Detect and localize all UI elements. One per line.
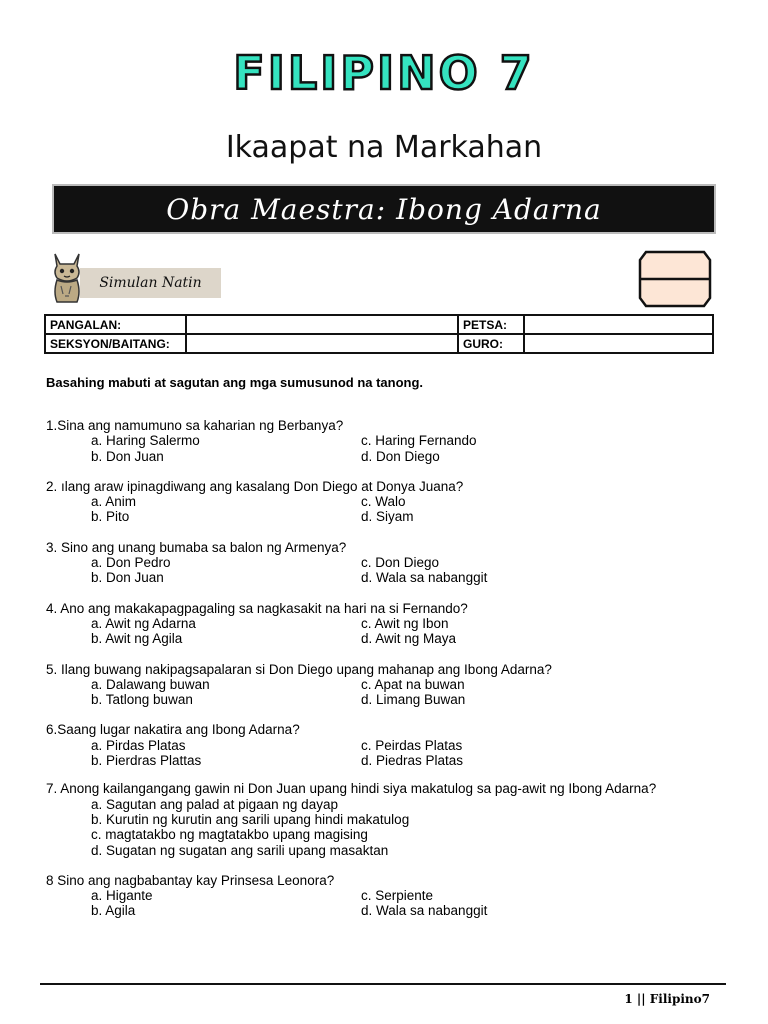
instructions: Basahing mabuti at sagutan ang mga sumusunod na tanong.	[46, 375, 424, 390]
student-info-table	[44, 314, 714, 354]
question-item	[46, 781, 726, 857]
question-item	[46, 873, 726, 919]
option: b. Awit ng Agila	[91, 631, 183, 647]
option: d. Sugatan ng sugatan ang sarili upang masaktan	[91, 842, 389, 858]
option: b. Don Juan	[91, 448, 164, 464]
teacher-label: GURO:	[458, 334, 524, 353]
option: d. Awit ng Maya	[361, 631, 457, 647]
topic-banner	[52, 184, 716, 234]
option: d. Limang Buwan	[361, 692, 466, 708]
question-text: 7. Anong kailangangang gawin ni Don Juan upang hindi siya makatulog sa pag-awit ng Ibong Adarna?	[46, 781, 657, 797]
page-footer: 1 || Filipino7	[624, 992, 710, 1006]
page-subtitle: Ikaapat na Markahan	[225, 130, 543, 165]
banner-text: Obra Maestra: Ibong Adarna	[166, 192, 602, 226]
name-field[interactable]	[186, 315, 458, 334]
option: b. Pierdras Plattas	[91, 753, 202, 769]
question-item	[46, 662, 726, 708]
question-text: 6.Saang lugar nakatira ang Ibong Adarna?	[46, 722, 300, 738]
page-title: FILIPINO 7	[233, 46, 535, 100]
option: c. Walo	[361, 494, 406, 510]
option: c. Haring Fernando	[361, 433, 477, 449]
option: c. Don Diego	[361, 555, 440, 571]
date-label: PETSA:	[458, 315, 524, 334]
option: a. Awit ng Adarna	[91, 615, 196, 631]
question-item	[46, 722, 726, 768]
question-item	[46, 540, 726, 586]
option-grid	[46, 888, 726, 919]
option: b. Kurutin ng kurutin ang sarili upang hindi makatulog	[91, 811, 410, 827]
option: c. Peirdas Platas	[361, 737, 463, 753]
question-text: 3. Sino ang unang bumaba sa balon ng Armenya?	[46, 539, 347, 555]
section-grade-label: SEKSYON/BAITANG:	[45, 334, 186, 353]
option: b. Agila	[91, 903, 136, 919]
date-field[interactable]	[524, 315, 713, 334]
option-grid	[46, 677, 726, 708]
question-text: 2. ılang araw ipinagdiwang ang kasalang Don Diego at Donya Juana?	[46, 478, 464, 494]
option: a. Don Pedro	[91, 555, 171, 571]
option: c. Apat na buwan	[361, 676, 465, 692]
question-item	[46, 479, 726, 525]
option-grid	[46, 494, 726, 525]
option-grid	[46, 738, 726, 769]
option: d. Wala sa nabanggit	[361, 570, 488, 586]
option: d. Piedras Platas	[361, 753, 464, 769]
name-label: PANGALAN:	[45, 315, 186, 334]
option: d. Don Diego	[361, 448, 440, 464]
option: b. Tatlong buwan	[91, 692, 193, 708]
option: c. Serpiente	[361, 888, 434, 904]
question-text: 8 Sino ang nagbabantay kay Prinsesa Leonora?	[46, 872, 335, 888]
option: a. Dalawang buwan	[91, 676, 210, 692]
option: a. Pirdas Platas	[91, 737, 186, 753]
option-grid	[46, 555, 726, 586]
section-label: Simulan Natin	[80, 268, 221, 298]
option: d. Siyam	[361, 509, 414, 525]
option: a. Sagutan ang palad at pigaan ng dayap	[91, 796, 338, 812]
score-box-icon	[638, 250, 712, 308]
option: b. Pito	[91, 509, 130, 525]
question-item	[46, 418, 726, 464]
option: d. Wala sa nabanggit	[361, 903, 488, 919]
footer-divider	[40, 983, 726, 985]
option: c. magtatakbo ng magtatakbo upang magising	[91, 827, 368, 843]
section-grade-field[interactable]	[186, 334, 458, 353]
option: b. Don Juan	[91, 570, 164, 586]
question-text: 4. Ano ang makakapagpagaling sa nagkasakit na hari na si Fernando?	[46, 600, 468, 616]
question-item	[46, 601, 726, 647]
option: c. Awit ng Ibon	[361, 615, 449, 631]
question-list	[46, 418, 726, 934]
option: a. Higante	[91, 888, 153, 904]
option: a. Haring Salermo	[91, 433, 200, 449]
option-list	[46, 797, 726, 858]
option-grid	[46, 433, 726, 464]
option: a. Anim	[91, 494, 137, 510]
question-text: 1.Sina ang namumuno sa kaharian ng Berbanya?	[46, 418, 344, 433]
teacher-field[interactable]	[524, 334, 713, 353]
question-text: 5. Ilang buwang nakipagsapalaran si Don Diego upang mahanap ang Ibong Adarna?	[46, 661, 552, 677]
option-grid	[46, 616, 726, 647]
